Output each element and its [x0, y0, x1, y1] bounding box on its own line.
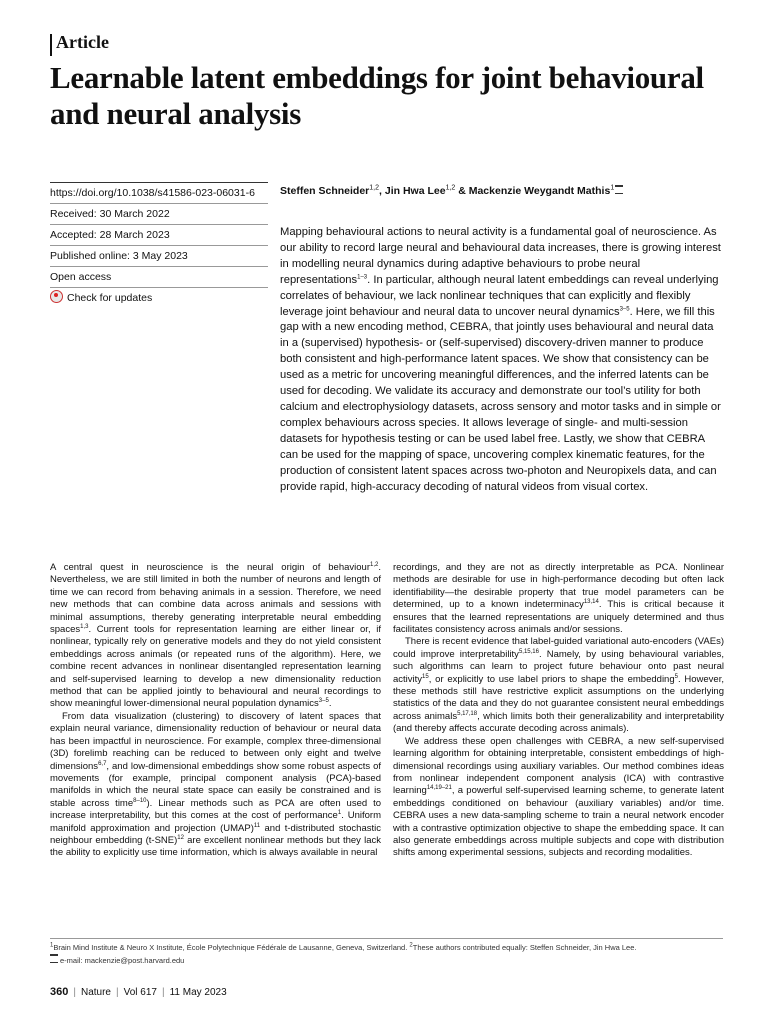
affil-sup: 1,2	[445, 184, 456, 192]
citation-ref[interactable]: 5,15,16	[518, 648, 539, 655]
paragraph: There is recent evidence that label-guided variational auto-encoders (VAEs) could improve interpretability$^{5,15,16}$. Namely, by using behavioural variables, such algorithms can learn to project future behaviour onto past neural activity$^{15}$, or explicitly to use label priors to shape the embedding$^5$. However, these methods still have restrictive explicit assumptions on the underlying statistics of the data and they do not guarantee consistent neural embeddings across animals$^{5,17,18}$, which limits both their generalizability and interpretability (and thereby affects accurate decoding across animals).	[393, 636, 724, 735]
citation-ref[interactable]: 11	[253, 822, 261, 829]
author-name[interactable]: Jin Hwa Lee	[384, 185, 446, 197]
issue-date: 11 May 2023	[169, 987, 227, 998]
email-icon	[50, 954, 58, 963]
contact-email[interactable]: e-mail: mackenzie@post.harvard.edu	[50, 954, 723, 967]
citation-ref[interactable]: 8–10	[133, 797, 147, 804]
paragraph: We address these open challenges with CEBRA, a new self-supervised learning algorithm for obtaining interpretable, consistent embeddings of high-dimensional recordings using auxiliary variables. Our method combines ideas from nonlinear independent component analysis (ICA) with contrastive learning$^{14,19-21}$, a powerful self-supervised learning scheme, to generate latent embeddings conditioned on behaviour (auxiliary variables) and/or time. CEBRA uses a new data-sampling scheme to train a neural network encoder with a contrastive optimization objective to shape the embedding space. It can also generate embeddings across multiple subjects and cope with distribution shifts among experimental sessions, subjects and recording modalities.	[393, 735, 724, 859]
article-bar	[50, 34, 52, 56]
paragraph: recordings, and they are not as directly interpretable as PCA. Nonlinear methods are desirable for use in high-performance decoding but often lack identifiability—the desirable property that true model parameters can be determined, up to a known indeterminacy$^{13,14}$. This is critical because it ensures that the learned representations are uniquely determined and thus facilitates consistency across animals and/or sessions.	[393, 562, 724, 636]
citation-ref[interactable]: 6,7	[98, 760, 107, 767]
paragraph: A central quest in neuroscience is the neural origin of behaviour$^{1,2}$. Nevertheless, we are still limited in both the number of neurons and length of time we can record from behaving animals in a session. Therefore, we need new methods that can combine data across animals and sessions with minimal assumptions, thereby generating interpretable neural embedding spaces$^{1,3}$. Current tools for representation learning are either linear or, if nonlinear, typically rely on generative models and they do not yield consistent embeddings across animals (or repeated runs of the algorithm). Here, we combine recent advances in nonlinear disentangled representation learning and self-supervised learning to develop a new dimensionality reduction method that can be applied jointly to behavioural and neural recordings to show meaningful lower-dimensional neural population dynamics$^{3-5}$.	[50, 561, 381, 710]
doi-link[interactable]: https://doi.org/10.1038/s41586-023-06031-6	[50, 182, 268, 203]
check-updates-label: Check for updates	[67, 292, 153, 304]
citation-ref[interactable]: 1,3	[80, 623, 89, 630]
author-and: &	[458, 185, 469, 197]
volume: Vol 617	[123, 987, 157, 998]
article-meta	[50, 182, 268, 308]
check-updates-icon	[50, 290, 63, 303]
email-icon	[615, 185, 623, 194]
citation-ref[interactable]: 1,2	[370, 561, 379, 568]
received-date: Received: 30 March 2022	[50, 203, 268, 224]
affil-sup: 1,2	[369, 184, 380, 192]
author-name[interactable]: Steffen Schneider	[280, 185, 370, 197]
affiliations: $^1$Brain Mind Institute & Neuro X Institute, École Polytechnique Fédérale de Lausanne, Geneva, Switzerland. $^2$These authors contributed equally: Steffen Schneider, Jin Hwa Lee.	[50, 942, 637, 952]
citation-ref[interactable]: 14,19–21	[426, 785, 452, 792]
author-list: Steffen Schneider$^{1,2}$, Jin Hwa Lee$^{1,2}$ & Mackenzie Weygandt Mathis$^1$	[280, 185, 625, 197]
page-number: 360	[50, 986, 69, 998]
body-column-right	[393, 562, 724, 860]
body-column-left	[50, 562, 381, 860]
citation-ref[interactable]: 12	[177, 834, 184, 841]
article-label: Article	[56, 32, 109, 52]
citation-ref[interactable]: 1	[337, 809, 342, 816]
citation-ref[interactable]: 5,17,18	[457, 710, 478, 717]
citation-ref[interactable]: 3–5	[318, 698, 329, 705]
citation-ref[interactable]: 13,14	[583, 599, 599, 606]
footnotes	[50, 942, 723, 967]
page-footer: 360 | Nature | Vol 617 | 11 May 2023	[50, 986, 227, 998]
journal-name: Nature	[80, 987, 111, 998]
paragraph: From data visualization (clustering) to discovery of latent spaces that explain neural variance, dimensionality reduction of behaviour or neural data has been impactful in neuroscience. For example, complex three-dimensional (3D) forelimb reaching can be reduced to between only eight and twelve dimensions$^{6,7}$, and low-dimensional embeddings show some robust aspects of movements (for example, principal component analysis (PCA)-based manifolds in which the neural state space can easily be constrained and is stable across time$^{8-10}$). Linear methods such as PCA are often used to increase interpretability, but this comes at the cost of performance$^1$. Uniform manifold approximation and projection (UMAP)$^{11}$ and t-distributed stochastic neighbour embedding $(t-SNE)^{12}$ are excellent nonlinear methods but they lack the ability to explicitly use time information, which is always available in neural	[50, 710, 381, 859]
affil-sup: 1	[610, 184, 615, 192]
open-access-label: Open access	[50, 266, 268, 287]
footnote-divider	[50, 938, 723, 939]
citation-ref[interactable]: 15	[422, 673, 429, 680]
author-name[interactable]: Mackenzie Weygandt Mathis	[468, 185, 611, 197]
published-date: Published online: 3 May 2023	[50, 245, 268, 266]
page-title: Learnable latent embeddings for joint behavioural and neural analysis	[50, 60, 704, 131]
check-updates-link[interactable]	[50, 287, 268, 308]
accepted-date: Accepted: 28 March 2023	[50, 224, 268, 245]
citation-ref[interactable]: 3–5	[619, 305, 630, 312]
citation-ref[interactable]: 1–3	[357, 273, 368, 280]
abstract: Mapping behavioural actions to neural activity is a fundamental goal of neuroscience. As our ability to record large neural and behavioural data increases, there is growing interest in modelling neural dynamics during adaptive behaviours to probe neural representations$^{1-3}$. In particular, although neural latent embeddings can reveal underlying correlates of behaviour, we lack nonlinear techniques that can explicitly and flexibly leverage joint behaviour and neural data to uncover neural dynamics$^{3-5}$. Here, we fill this gap with a new encoding method, CEBRA, that jointly uses behavioural and neural data in a (supervised) hypothesis- or (self-supervised) discovery-driven manner to produce both consistent and high-performance latent spaces. We show that consistency can be used as a metric for uncovering meaningful differences, and the inferred latents can be used for decoding. We validate its accuracy and demonstrate our tool’s utility for both calcium and electrophysiology datasets, across sensory and motor tasks and in simple or complex behaviours across species. It allows leverage of single- and multi-session datasets for hypothesis testing or can be used label free. Lastly, we show that CEBRA can be used for the mapping of space, uncovering complex kinematic features, for the production of consistent latent spaces across two-photon and Neuropixels data, and can provide rapid, high-accuracy decoding of natural videos from visual cortex.	[280, 226, 721, 493]
citation-ref[interactable]: 5	[674, 673, 678, 680]
